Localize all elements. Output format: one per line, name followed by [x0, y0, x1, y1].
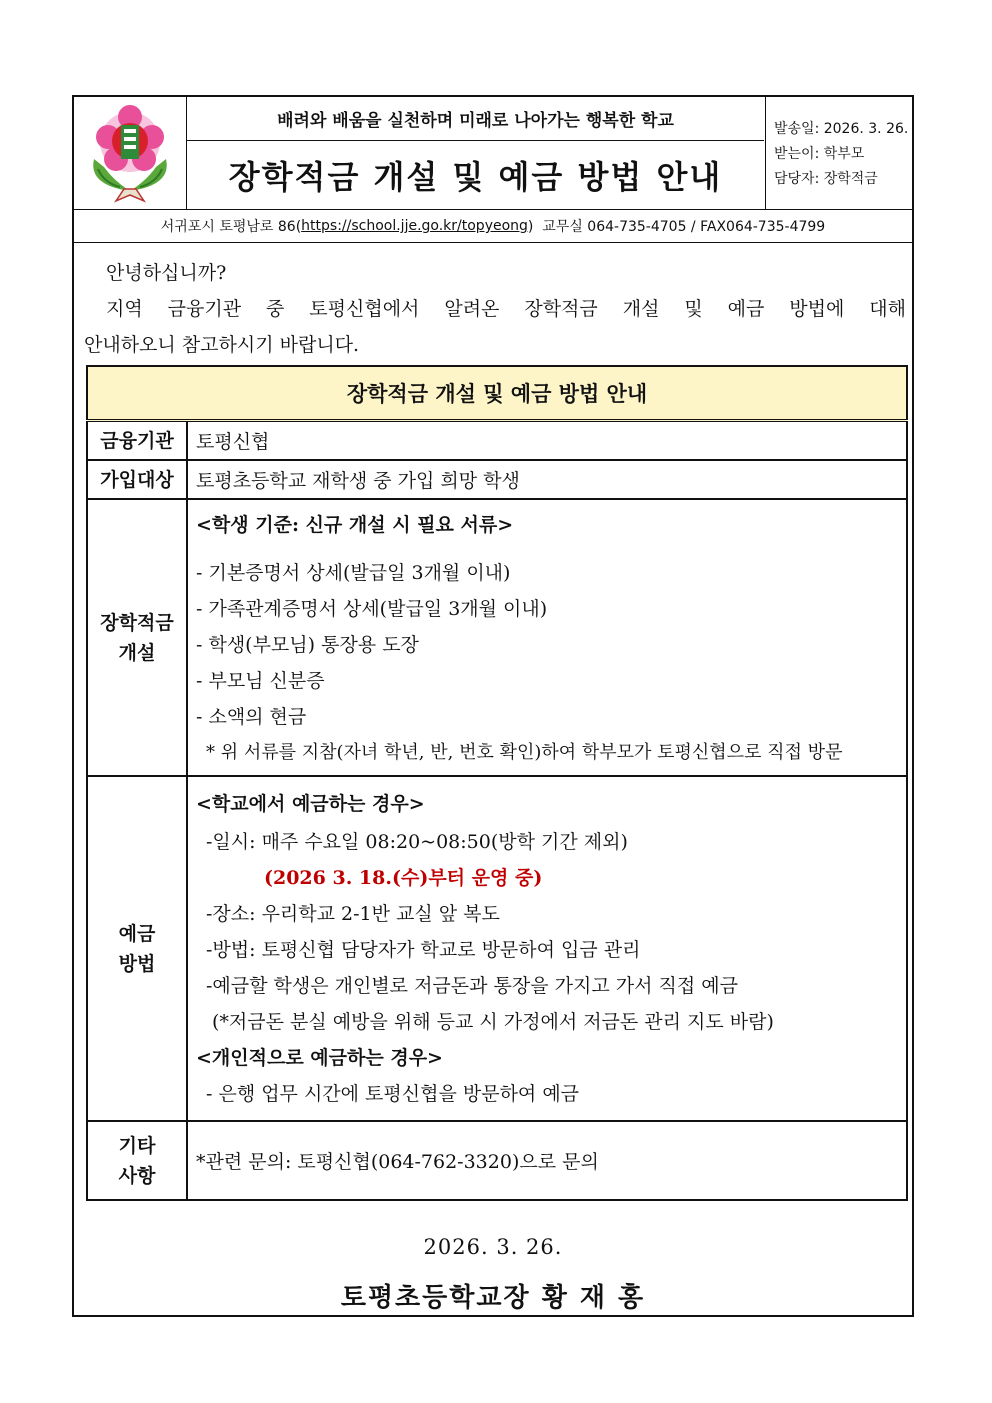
opening-note: * 위 서류를 지참(자녀 학년, 반, 번호 확인)하여 학부모가 토평신협으로 직접 방문	[206, 742, 843, 763]
label-deposit-line-1: 예금	[118, 922, 156, 945]
send-date: 발송일: 2026. 3. 26.	[774, 121, 909, 137]
deposit-schedule: -일시: 매주 수요일 08:20~08:50(방학 기간 제외)	[206, 831, 628, 853]
list-item: - 학생(부모님) 통장용 도장	[196, 634, 419, 656]
label-other-line-2: 사항	[118, 1164, 156, 1187]
list-item: - 소액의 현금	[196, 706, 307, 728]
label-deposit-line-2: 방법	[118, 952, 156, 975]
deposit-student-note: -예금할 학생은 개인별로 저금돈과 통장을 가지고 가서 직접 예금	[206, 975, 738, 997]
label-institution: 금융기관	[87, 421, 187, 461]
value-eligibility: 토평초등학교 재학생 중 가입 희망 학생	[187, 460, 907, 499]
label-opening-line-2: 개설	[118, 641, 156, 664]
table-row	[87, 776, 907, 1121]
school-emblem-icon	[74, 97, 186, 209]
table-row	[87, 499, 907, 776]
list-item: - 기본증명서 상세(발급일 3개월 이내)	[196, 562, 511, 584]
letter-header	[74, 97, 912, 210]
value-other: *관련 문의: 토평신협(064-762-3320)으로 문의	[187, 1121, 907, 1200]
info-table	[86, 365, 908, 1201]
recipient: 받는이: 학부모	[774, 146, 865, 162]
value-institution: 토평신협	[187, 421, 907, 461]
document-meta	[765, 97, 912, 209]
document-title: 장학적금 개설 및 예금 방법 안내	[228, 158, 723, 196]
school-address	[74, 210, 912, 243]
table-title: 장학적금 개설 및 예금 방법 안내	[87, 366, 907, 421]
label-eligibility: 가입대상	[87, 460, 187, 499]
value-deposit	[187, 776, 907, 1121]
label-other	[87, 1121, 187, 1200]
opening-heading: <학생 기준: 신규 개설 시 필요 서류>	[196, 514, 514, 536]
intro-line-1: 지역 금융기관 중 토평신협에서 알려온 장학적금 개설 및 예금 방법에 대해	[106, 298, 906, 320]
principal-signature: 토평초등학교장 황 재 홍	[340, 1283, 646, 1313]
personal-deposit-item: - 은행 업무 시간에 토평신협을 방문하여 예금	[206, 1083, 580, 1105]
table-row	[87, 460, 907, 499]
footer-date: 2026. 3. 26.	[423, 1235, 563, 1259]
school-slogan: 배려와 배움을 실천하며 미래로 나아가는 행복한 학교	[187, 97, 764, 141]
personal-deposit-heading: <개인적으로 예금하는 경우>	[196, 1047, 443, 1069]
school-deposit-heading: <학교에서 예금하는 경우>	[196, 793, 425, 815]
label-opening-line-1: 장학적금	[100, 611, 174, 634]
value-opening	[187, 499, 907, 776]
label-deposit	[87, 776, 187, 1121]
table-row	[87, 421, 907, 461]
intro-text	[84, 255, 906, 363]
school-emblem	[74, 97, 187, 209]
official-letter	[72, 95, 914, 1317]
deposit-method: -방법: 토평신협 담당자가 학교로 방문하여 입금 관리	[206, 939, 641, 961]
list-item: - 가족관계증명서 상세(발급일 3개월 이내)	[196, 598, 548, 620]
label-other-line-1: 기타	[118, 1134, 156, 1157]
deposit-place: -장소: 우리학교 2-1반 교실 앞 복도	[206, 903, 500, 925]
intro-line-2: 안내하오니 참고하시기 바랍니다.	[84, 334, 360, 356]
school-website-link[interactable]: https://school.jje.go.kr/topyeong	[301, 218, 528, 234]
deposit-start-notice: (2026 3. 18.(수)부터 운영 중)	[264, 867, 543, 889]
address-suffix: ) 교무실 064-735-4705 / FAX064-735-4799	[527, 219, 826, 235]
address-prefix: 서귀포시 토평남로 86(	[160, 219, 302, 235]
label-opening	[87, 499, 187, 776]
person-in-charge: 담당자: 장학적금	[774, 171, 878, 187]
greeting: 안녕하십니까?	[106, 262, 227, 284]
deposit-guidance: (*저금돈 분실 예방을 위해 등교 시 가정에서 저금돈 관리 지도 바람)	[212, 1011, 774, 1033]
list-item: - 부모님 신분증	[196, 670, 325, 692]
table-row	[87, 1121, 907, 1200]
